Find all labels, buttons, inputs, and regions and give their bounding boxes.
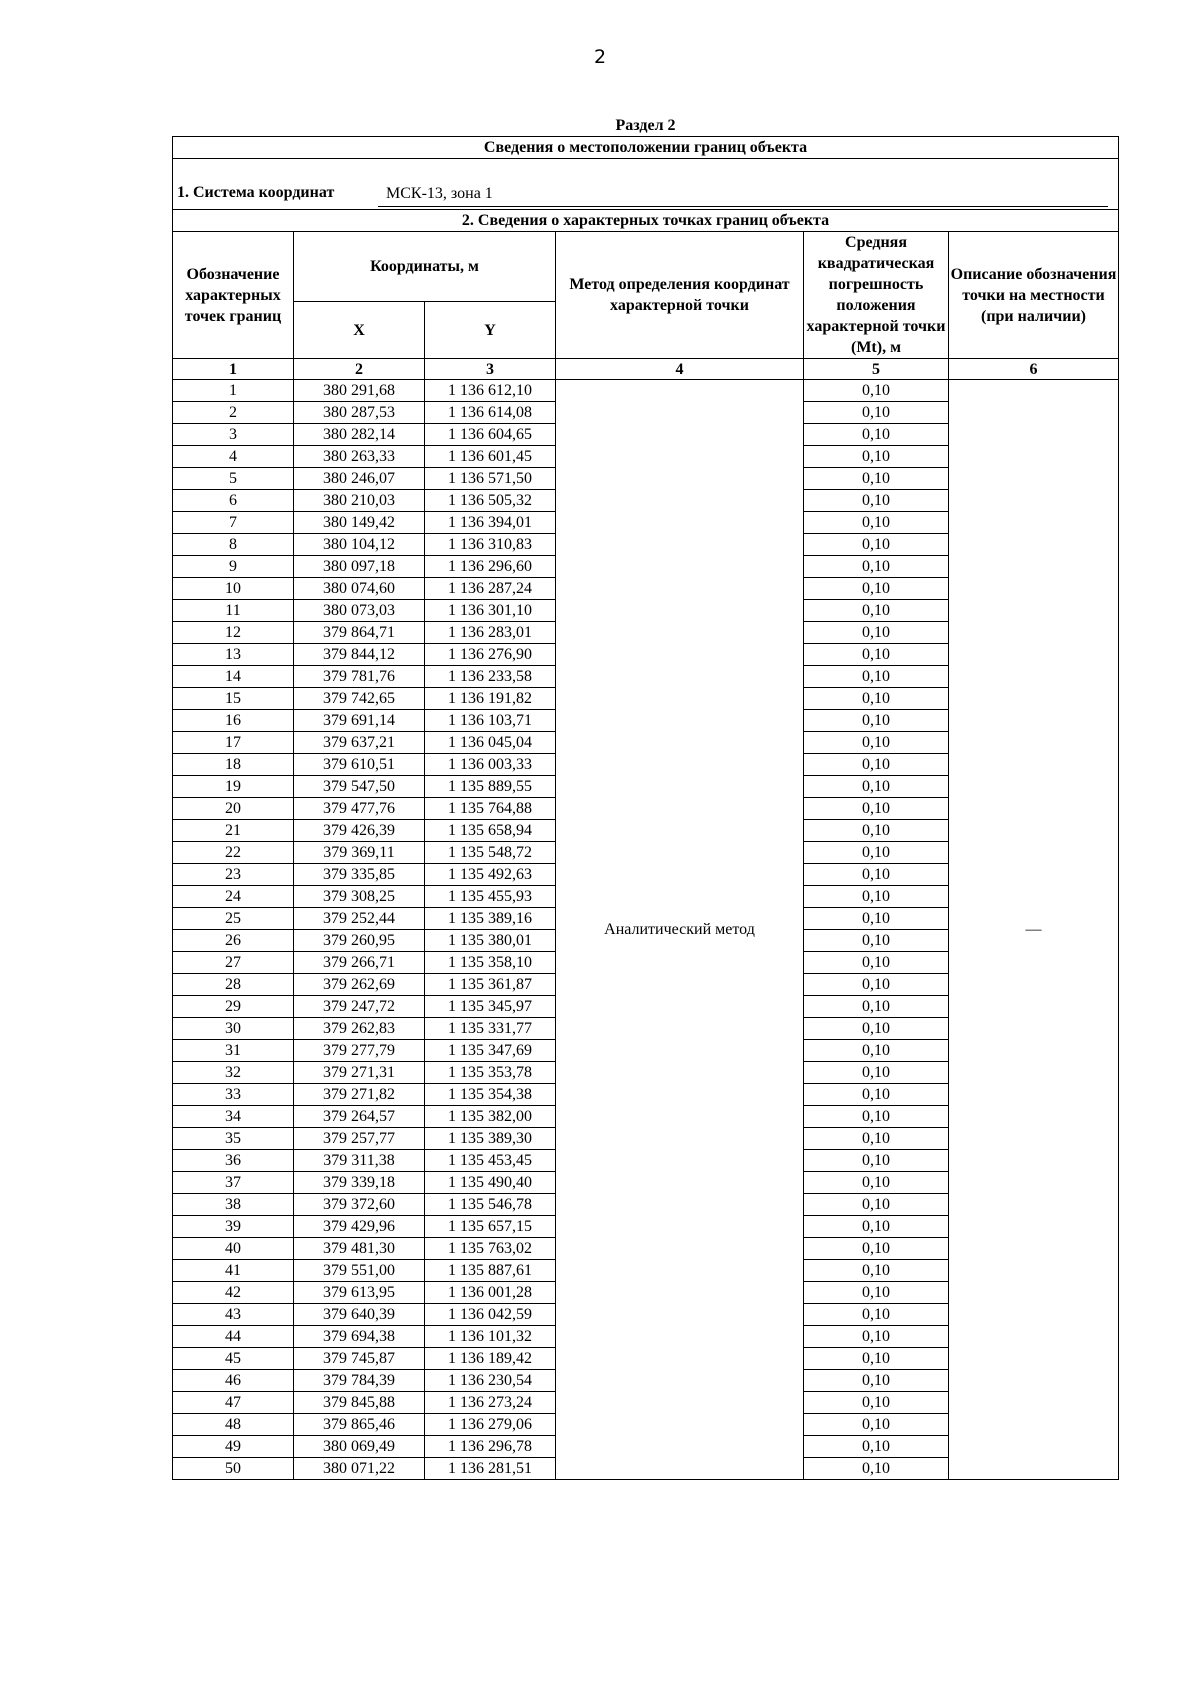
coord-y: 1 136 614,08 [425, 402, 556, 424]
coord-x: 379 311,38 [294, 1150, 425, 1172]
coord-x: 380 069,49 [294, 1436, 425, 1458]
accuracy-value: 0,10 [804, 490, 949, 512]
point-number: 34 [173, 1106, 294, 1128]
accuracy-value: 0,10 [804, 380, 949, 402]
point-number: 2 [173, 402, 294, 424]
coord-x: 380 074,60 [294, 578, 425, 600]
header-method: Метод определения координат характерной точки [556, 232, 804, 359]
point-number: 22 [173, 842, 294, 864]
coord-y: 1 135 546,78 [425, 1194, 556, 1216]
point-number: 28 [173, 974, 294, 996]
coord-y: 1 136 571,50 [425, 468, 556, 490]
page-number: 2 [593, 46, 607, 68]
accuracy-value: 0,10 [804, 1392, 949, 1414]
coord-x: 379 426,39 [294, 820, 425, 842]
point-number: 38 [173, 1194, 294, 1216]
coord-y: 1 136 191,82 [425, 688, 556, 710]
coord-y: 1 136 103,71 [425, 710, 556, 732]
coord-x: 379 271,31 [294, 1062, 425, 1084]
coordinate-system-underline [378, 184, 1108, 207]
point-number: 50 [173, 1458, 294, 1480]
coord-x: 380 097,18 [294, 556, 425, 578]
point-number: 32 [173, 1062, 294, 1084]
point-number: 8 [173, 534, 294, 556]
column-number: 5 [804, 359, 949, 380]
point-number: 47 [173, 1392, 294, 1414]
header-description: Описание обозначения точки на местности (при наличии) [949, 232, 1119, 359]
accuracy-value: 0,10 [804, 644, 949, 666]
accuracy-value: 0,10 [804, 732, 949, 754]
point-number: 49 [173, 1436, 294, 1458]
coord-y: 1 136 612,10 [425, 380, 556, 402]
accuracy-value: 0,10 [804, 666, 949, 688]
coord-x: 379 547,50 [294, 776, 425, 798]
point-number: 31 [173, 1040, 294, 1062]
point-number: 14 [173, 666, 294, 688]
column-number: 3 [425, 359, 556, 380]
coord-x: 379 257,77 [294, 1128, 425, 1150]
coord-x: 379 481,30 [294, 1238, 425, 1260]
coord-y: 1 136 287,24 [425, 578, 556, 600]
point-number: 18 [173, 754, 294, 776]
point-number: 10 [173, 578, 294, 600]
coord-x: 379 260,95 [294, 930, 425, 952]
coord-y: 1 135 353,78 [425, 1062, 556, 1084]
coord-x: 379 640,39 [294, 1304, 425, 1326]
point-number: 3 [173, 424, 294, 446]
coord-y: 1 136 189,42 [425, 1348, 556, 1370]
coord-y: 1 136 296,78 [425, 1436, 556, 1458]
column-number: 4 [556, 359, 804, 380]
coord-x: 379 369,11 [294, 842, 425, 864]
accuracy-value: 0,10 [804, 402, 949, 424]
point-number: 16 [173, 710, 294, 732]
point-number: 26 [173, 930, 294, 952]
point-number: 23 [173, 864, 294, 886]
coord-x: 380 149,42 [294, 512, 425, 534]
point-number: 1 [173, 380, 294, 402]
point-number: 44 [173, 1326, 294, 1348]
accuracy-value: 0,10 [804, 952, 949, 974]
coord-y: 1 135 492,63 [425, 864, 556, 886]
coord-x: 379 277,79 [294, 1040, 425, 1062]
accuracy-value: 0,10 [804, 1172, 949, 1194]
accuracy-value: 0,10 [804, 1150, 949, 1172]
coord-x: 380 210,03 [294, 490, 425, 512]
coord-y: 1 135 354,38 [425, 1084, 556, 1106]
accuracy-value: 0,10 [804, 1106, 949, 1128]
point-number: 30 [173, 1018, 294, 1040]
coord-x: 379 694,38 [294, 1326, 425, 1348]
coord-x: 380 287,53 [294, 402, 425, 424]
accuracy-value: 0,10 [804, 688, 949, 710]
accuracy-value: 0,10 [804, 930, 949, 952]
accuracy-value: 0,10 [804, 468, 949, 490]
coord-x: 380 291,68 [294, 380, 425, 402]
accuracy-value: 0,10 [804, 1414, 949, 1436]
accuracy-value: 0,10 [804, 556, 949, 578]
coord-y: 1 136 042,59 [425, 1304, 556, 1326]
coord-y: 1 136 601,45 [425, 446, 556, 468]
coord-y: 1 135 763,02 [425, 1238, 556, 1260]
coord-y: 1 136 276,90 [425, 644, 556, 666]
coord-x: 379 271,82 [294, 1084, 425, 1106]
coord-x: 380 073,03 [294, 600, 425, 622]
column-number: 2 [294, 359, 425, 380]
point-number: 46 [173, 1370, 294, 1392]
point-number: 7 [173, 512, 294, 534]
accuracy-value: 0,10 [804, 1216, 949, 1238]
coord-x: 379 335,85 [294, 864, 425, 886]
accuracy-value: 0,10 [804, 1084, 949, 1106]
accuracy-value: 0,10 [804, 996, 949, 1018]
coord-x: 379 262,69 [294, 974, 425, 996]
coord-x: 379 610,51 [294, 754, 425, 776]
coord-x: 380 246,07 [294, 468, 425, 490]
point-number: 17 [173, 732, 294, 754]
accuracy-value: 0,10 [804, 1370, 949, 1392]
coord-y: 1 136 505,32 [425, 490, 556, 512]
accuracy-value: 0,10 [804, 1348, 949, 1370]
point-number: 11 [173, 600, 294, 622]
coord-x: 379 477,76 [294, 798, 425, 820]
point-number: 21 [173, 820, 294, 842]
coordinate-system-row [173, 159, 1119, 210]
coord-y: 1 136 279,06 [425, 1414, 556, 1436]
coord-x: 379 691,14 [294, 710, 425, 732]
accuracy-value: 0,10 [804, 512, 949, 534]
coordinate-system-label: 1. Система координат [177, 184, 335, 201]
accuracy-value: 0,10 [804, 710, 949, 732]
coord-y: 1 135 889,55 [425, 776, 556, 798]
coord-x: 379 864,71 [294, 622, 425, 644]
point-number: 9 [173, 556, 294, 578]
section-title: Раздел 2 [615, 117, 676, 134]
point-number: 48 [173, 1414, 294, 1436]
coord-y: 1 135 764,88 [425, 798, 556, 820]
description-cell: — [949, 380, 1119, 1480]
header-point-designation: Обозначение характерных точек границ [173, 232, 294, 359]
coord-x: 379 745,87 [294, 1348, 425, 1370]
coord-y: 1 135 887,61 [425, 1260, 556, 1282]
point-number: 25 [173, 908, 294, 930]
table-title: Сведения о местоположении границ объекта [173, 137, 1119, 159]
coordinate-system-value: МСК-13, зона 1 [386, 185, 493, 202]
coord-y: 1 135 382,00 [425, 1106, 556, 1128]
point-number: 37 [173, 1172, 294, 1194]
coord-x: 379 551,00 [294, 1260, 425, 1282]
coord-x: 379 252,44 [294, 908, 425, 930]
coord-y: 1 135 548,72 [425, 842, 556, 864]
coord-y: 1 135 453,45 [425, 1150, 556, 1172]
point-number: 24 [173, 886, 294, 908]
accuracy-value: 0,10 [804, 754, 949, 776]
coord-y: 1 135 358,10 [425, 952, 556, 974]
coord-x: 379 308,25 [294, 886, 425, 908]
coord-y: 1 136 296,60 [425, 556, 556, 578]
accuracy-value: 0,10 [804, 1458, 949, 1480]
accuracy-value: 0,10 [804, 1062, 949, 1084]
coord-x: 379 262,83 [294, 1018, 425, 1040]
coord-y: 1 136 281,51 [425, 1458, 556, 1480]
coord-y: 1 135 389,30 [425, 1128, 556, 1150]
coord-y: 1 136 230,54 [425, 1370, 556, 1392]
point-number: 27 [173, 952, 294, 974]
point-number: 5 [173, 468, 294, 490]
coord-y: 1 136 310,83 [425, 534, 556, 556]
point-number: 41 [173, 1260, 294, 1282]
coord-y: 1 135 657,15 [425, 1216, 556, 1238]
coord-x: 379 781,76 [294, 666, 425, 688]
coord-x: 380 071,22 [294, 1458, 425, 1480]
coord-x: 379 264,57 [294, 1106, 425, 1128]
coord-x: 379 637,21 [294, 732, 425, 754]
accuracy-value: 0,10 [804, 798, 949, 820]
coord-y: 1 136 045,04 [425, 732, 556, 754]
coord-y: 1 136 604,65 [425, 424, 556, 446]
accuracy-value: 0,10 [804, 1260, 949, 1282]
accuracy-value: 0,10 [804, 864, 949, 886]
point-number: 15 [173, 688, 294, 710]
coord-x: 379 784,39 [294, 1370, 425, 1392]
point-number: 13 [173, 644, 294, 666]
coord-x: 379 339,18 [294, 1172, 425, 1194]
point-number: 43 [173, 1304, 294, 1326]
point-number: 40 [173, 1238, 294, 1260]
coord-y: 1 136 233,58 [425, 666, 556, 688]
accuracy-value: 0,10 [804, 600, 949, 622]
point-number: 33 [173, 1084, 294, 1106]
accuracy-value: 0,10 [804, 1282, 949, 1304]
accuracy-value: 0,10 [804, 1128, 949, 1150]
coord-y: 1 135 389,16 [425, 908, 556, 930]
point-number: 4 [173, 446, 294, 468]
point-number: 29 [173, 996, 294, 1018]
accuracy-value: 0,10 [804, 1194, 949, 1216]
coord-y: 1 136 101,32 [425, 1326, 556, 1348]
coord-y: 1 135 345,97 [425, 996, 556, 1018]
method-cell: Аналитический метод [556, 380, 804, 1480]
coord-y: 1 136 273,24 [425, 1392, 556, 1414]
coord-y: 1 136 394,01 [425, 512, 556, 534]
table-row [173, 380, 1119, 402]
coord-x: 379 247,72 [294, 996, 425, 1018]
accuracy-value: 0,10 [804, 1326, 949, 1348]
point-number: 39 [173, 1216, 294, 1238]
point-number: 6 [173, 490, 294, 512]
accuracy-value: 0,10 [804, 578, 949, 600]
accuracy-value: 0,10 [804, 1436, 949, 1458]
coord-x: 379 865,46 [294, 1414, 425, 1436]
point-number: 12 [173, 622, 294, 644]
accuracy-value: 0,10 [804, 974, 949, 996]
point-number: 35 [173, 1128, 294, 1150]
coord-y: 1 136 283,01 [425, 622, 556, 644]
accuracy-value: 0,10 [804, 886, 949, 908]
coord-x: 379 613,95 [294, 1282, 425, 1304]
coord-y: 1 135 380,01 [425, 930, 556, 952]
coord-y: 1 135 361,87 [425, 974, 556, 996]
accuracy-value: 0,10 [804, 1238, 949, 1260]
accuracy-value: 0,10 [804, 1304, 949, 1326]
coord-x: 379 845,88 [294, 1392, 425, 1414]
boundary-points-table [172, 136, 1119, 1480]
accuracy-value: 0,10 [804, 1040, 949, 1062]
coord-y: 1 135 455,93 [425, 886, 556, 908]
coord-y: 1 135 331,77 [425, 1018, 556, 1040]
coord-y: 1 135 347,69 [425, 1040, 556, 1062]
coord-x: 379 266,71 [294, 952, 425, 974]
header-y: Y [425, 302, 556, 359]
column-number: 6 [949, 359, 1119, 380]
accuracy-value: 0,10 [804, 842, 949, 864]
accuracy-value: 0,10 [804, 776, 949, 798]
coord-y: 1 136 301,10 [425, 600, 556, 622]
accuracy-value: 0,10 [804, 622, 949, 644]
point-number: 36 [173, 1150, 294, 1172]
accuracy-value: 0,10 [804, 534, 949, 556]
point-number: 42 [173, 1282, 294, 1304]
accuracy-value: 0,10 [804, 820, 949, 842]
coord-x: 379 844,12 [294, 644, 425, 666]
accuracy-value: 0,10 [804, 424, 949, 446]
header-x: X [294, 302, 425, 359]
point-number: 45 [173, 1348, 294, 1370]
coord-x: 379 742,65 [294, 688, 425, 710]
header-accuracy: Средняя квадратическая погрешность положения характерной точки (Mt), м [804, 232, 949, 359]
accuracy-value: 0,10 [804, 908, 949, 930]
point-number: 19 [173, 776, 294, 798]
coord-y: 1 135 490,40 [425, 1172, 556, 1194]
coord-y: 1 135 658,94 [425, 820, 556, 842]
column-number: 1 [173, 359, 294, 380]
coord-x: 380 282,14 [294, 424, 425, 446]
coord-x: 380 104,12 [294, 534, 425, 556]
coord-x: 379 429,96 [294, 1216, 425, 1238]
subsection-title: 2. Сведения о характерных точках границ объекта [173, 210, 1119, 232]
coord-x: 380 263,33 [294, 446, 425, 468]
coord-y: 1 136 003,33 [425, 754, 556, 776]
coord-x: 379 372,60 [294, 1194, 425, 1216]
point-number: 20 [173, 798, 294, 820]
coord-y: 1 136 001,28 [425, 1282, 556, 1304]
accuracy-value: 0,10 [804, 1018, 949, 1040]
header-coordinates: Координаты, м [294, 232, 556, 302]
accuracy-value: 0,10 [804, 446, 949, 468]
